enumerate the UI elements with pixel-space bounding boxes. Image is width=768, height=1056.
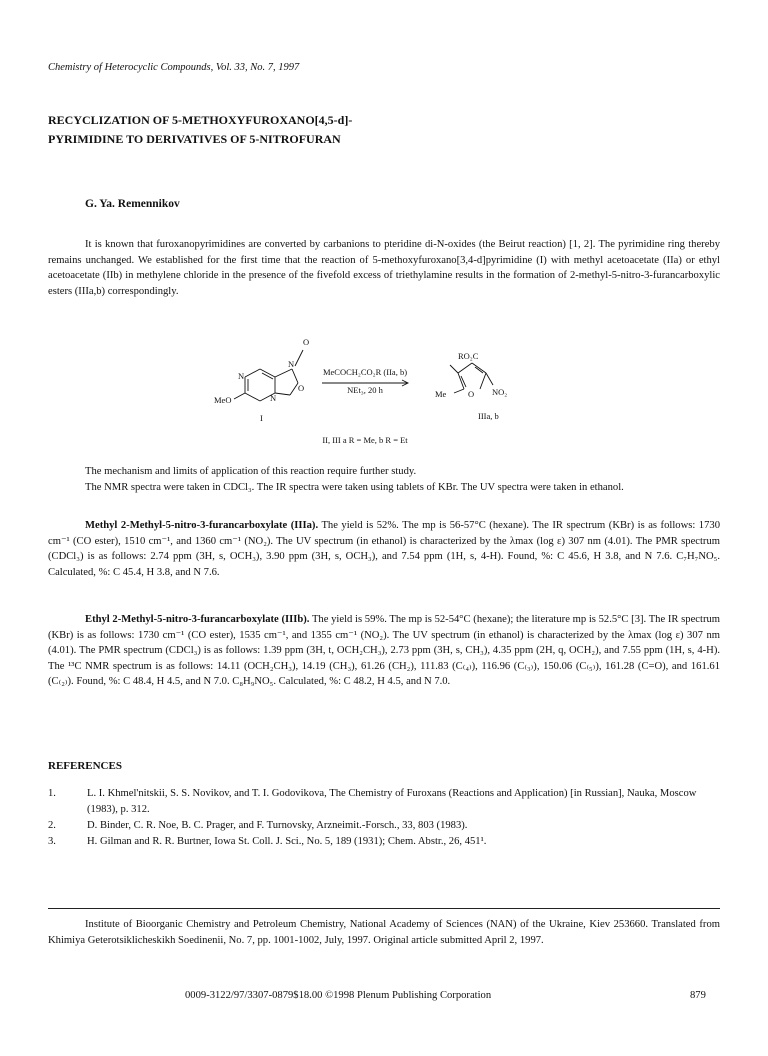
reference-text: H. Gilman and R. R. Burtner, Iowa St. Coll. J. Sci., No. 5, 189 (1931); Chem. Abstr., 26, 451¹. — [87, 836, 487, 847]
atom-o-furan: O — [468, 389, 475, 399]
reference-item — [48, 834, 720, 850]
atom-no2: NO₂ — [492, 387, 508, 397]
reference-number: 1. — [48, 788, 56, 799]
references-list — [48, 786, 720, 850]
journal-header: Chemistry of Heterocyclic Compounds, Vol. 33, No. 7, 1997 — [48, 62, 300, 73]
footer-code: 0009-3122/97/3307-0879$18.00 ©1998 Plenum Publishing Corporation — [185, 990, 492, 1001]
references-heading: REFERENCES — [48, 760, 122, 772]
article-title — [48, 111, 608, 149]
methyl-ester-title: Methyl 2-Methyl-5-nitro-3-furancarboxylate (IIIa). — [85, 520, 319, 531]
ethyl-ester-body: The yield is 59%. The mp is 52-54°C (hexane); the literature mp is 52.5°C [3]. The IR spectrum (KBr) is as follows: 1730 cm⁻¹ (CO ester), 1535 cm⁻¹, and 1355 cm⁻¹ (NO₂). The UV spectrum (in ethanol) is characterized by the λmax (log ε) 307 nm (4.01). The PMR spectrum (CDCl₃) is as follows: 1.39 ppm (3H, t, OCH₂CH₃), 2.73 ppm (3H, s, CH₃), 4.35 ppm (2H, q, OCH₂), and 7.55 ppm (1H, s, 4-H). The ¹³C NMR spectrum is as follows: 14.11 (OCH₂CH₃), 14.19 (CH₃), 61.26 (CH₂), 111.83 (C₍₄₎), 116.96 (C₍₃₎), 150.06 (C₍₅₎), 161.28 (C=O), and 161.61 (C₍₂₎). Found, %: C 48.4, H 4.5, and N 7.0. C₈H₉NO₅. Calculated, %: C 48.2, H 4.5, and N 7.0. — [48, 614, 721, 688]
atom-o-ring: O — [298, 383, 305, 393]
page-number: 879 — [690, 990, 706, 1001]
reagent-top: MeCOCH₂CO₂R (IIa, b) — [322, 367, 408, 377]
atom-n-bottom: N — [270, 393, 277, 403]
reference-number: 2. — [48, 820, 56, 831]
title-line-2: PYRIMIDINE TO DERIVATIVES OF 5-NITROFURAN — [48, 132, 341, 146]
atom-n-ring: N — [288, 359, 295, 369]
affiliation-footnote: Institute of Bioorganic Chemistry and Petroleum Chemistry, National Academy of Sciences (NAN) of the Ukraine, Kiev 253660. Translated from Khimiya Geterotsiklicheskikh Soedinenii, No. 7, pp. 1001-1002, July, 1997. Original article submitted April 2, 1997. — [48, 919, 720, 946]
author: G. Ya. Remennikov — [85, 198, 180, 210]
atom-n-left: N — [238, 371, 245, 381]
atom-meo: MeO — [214, 395, 232, 405]
reference-item — [48, 786, 720, 818]
reaction-scheme — [210, 333, 570, 447]
nmr-paragraph: The NMR spectra were taken in CDCl₃. The IR spectra were taken using tablets of KBr. The UV spectra were taken in ethanol. — [85, 482, 624, 493]
compound-3-label: IIIa, b — [478, 411, 499, 421]
scheme-legend: II, III a R = Me, b R = Et — [322, 435, 408, 445]
reference-number: 3. — [48, 836, 56, 847]
methyl-ester-body: The yield is 52%. The mp is 56-57°C (hexane). The IR spectrum (KBr) is as follows: 1730 cm⁻¹ (CO ester), 1510 cm⁻¹, and 1360 cm⁻¹ (NO₂). The UV spectrum (in ethanol) is characterized by the λmax (log ε) 307 nm (4.01). The PMR spectrum (CDCl₃) is as follows: 2.74 ppm (3H, s, OCH₃), 3.90 ppm (3H, s, OCH₃), and 7.54 ppm (1H, s, 4-H). Found, %: C 45.6, H 3.8, and N 7.6. C₇H₇NO₅. Calculated, %: C 45.4, H 3.8, and N 7.6. — [48, 520, 720, 578]
atom-me: Me — [435, 389, 447, 399]
ethyl-ester-title: Ethyl 2-Methyl-5-nitro-3-furancarboxylate (IIIb). — [85, 614, 310, 625]
reference-text: D. Binder, C. R. Noe, B. C. Prager, and F. Turnovsky, Arzneimit.-Forsch., 33, 803 (1983). — [87, 820, 468, 831]
reagent-bottom: NEt₃, 20 h — [347, 385, 383, 395]
mechanism-paragraph: The mechanism and limits of application of this reaction require further study. — [85, 466, 417, 477]
methyl-ester-paragraph — [48, 518, 720, 580]
title-line-1: RECYCLIZATION OF 5-METHOXYFUROXANO[4,5-d]- — [48, 113, 353, 127]
reference-text: L. I. Khmel'nitskii, S. S. Novikov, and T. I. Godovikova, The Chemistry of Furoxans (Reactions and Application) [in Russian], Nauka, Moscow (1983), p. 312. — [87, 788, 697, 815]
footnote-divider — [48, 908, 720, 909]
ethyl-ester-paragraph — [48, 612, 720, 690]
atom-o-exo: O — [303, 337, 310, 347]
compound-1-label: I — [260, 413, 263, 423]
reference-item — [48, 818, 720, 834]
intro-paragraph: It is known that furoxanopyrimidines are converted by carbanions to pteridine di-N-oxides (the Beirut reaction) [1, 2]. The pyrimidine ring thereby remains unchanged. We established for the first time that the reaction of 5-methoxyfuroxano[3,4-d]pyrimidine (I) with methyl acetoacetate (IIa) or ethyl acetoacetate (IIb) in methylene chloride in the presence of the fivefold excess of triethylamine results in the formation of 2-methyl-5-nitro-3-furancarboxylic esters (IIIa,b) correspondingly. — [48, 239, 720, 297]
atom-ro2c: RO₂C — [458, 351, 479, 361]
